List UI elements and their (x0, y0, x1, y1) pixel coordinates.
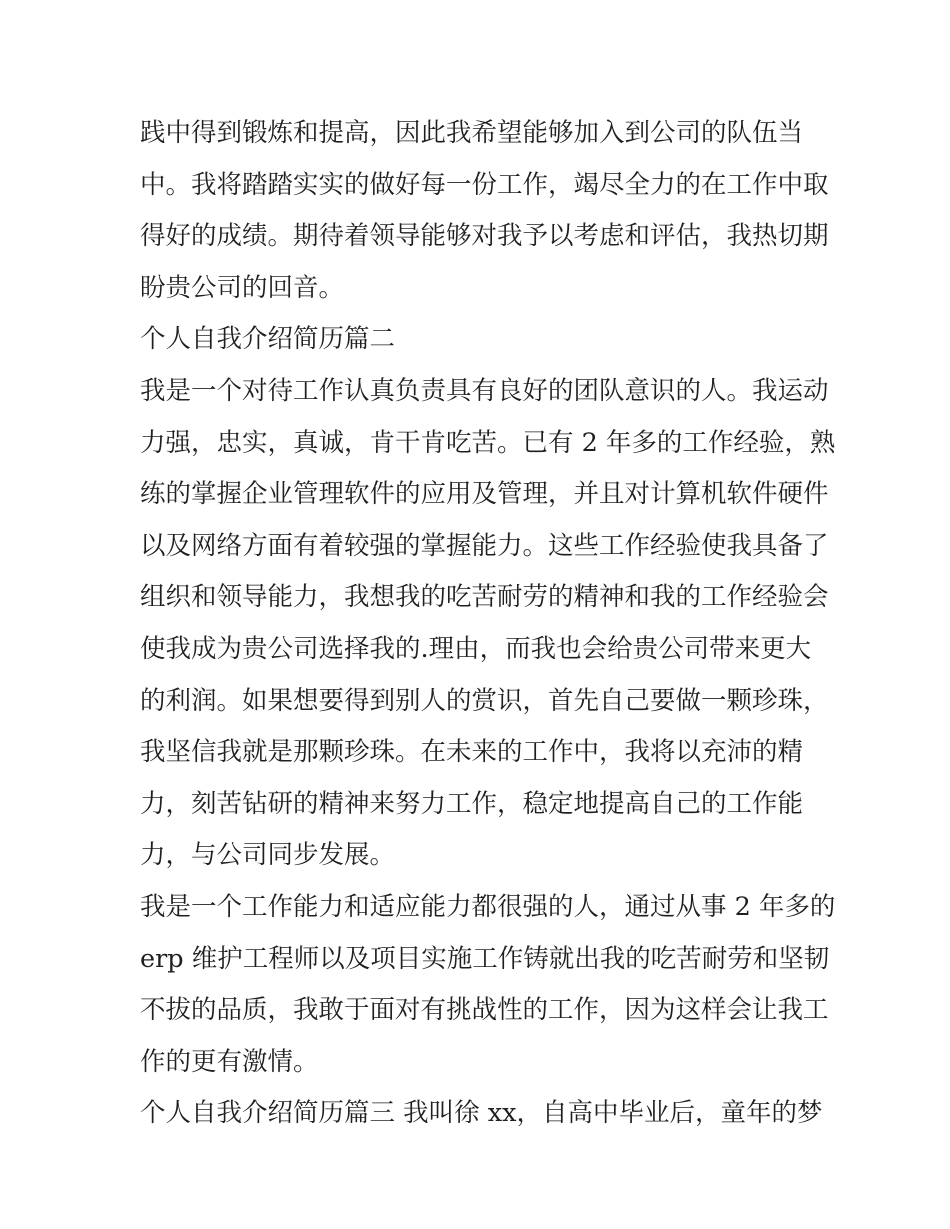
text-line: 我是一个对待工作认真负责具有良好的团队意识的人。我运动 (140, 375, 829, 406)
text-line: 得好的成绩。期待着领导能够对我予以考虑和评估，我热切期 (140, 221, 829, 252)
document-body (140, 108, 836, 1140)
text-line: 个人自我介绍简历篇三 我叫徐 xx，自高中毕业后，童年的梦 (140, 1098, 823, 1129)
text-line: 作的更有激情。 (140, 1046, 319, 1077)
text-line: 盼贵公司的回音。 (140, 272, 345, 303)
text-line: 我是一个工作能力和适应能力都很强的人，通过从事 2 年多的 (140, 891, 836, 922)
text-line: 使我成为贵公司选择我的.理由，而我也会给贵公司带来更大 (140, 633, 812, 664)
text-line: 力强，忠实，真诚，肯干肯吃苦。已有 2 年多的工作经验，熟 (140, 427, 836, 458)
section-heading: 个人自我介绍简历篇二 (140, 324, 396, 355)
text-line: 践中得到锻炼和提高，因此我希望能够加入到公司的队伍当 (140, 118, 804, 148)
text-line: erp 维护工程师以及项目实施工作铸就出我的吃苦耐劳和坚韧 (140, 943, 830, 974)
text-line: 力，与公司同步发展。 (140, 840, 396, 871)
text-line: 练的掌握企业管理软件的应用及管理，并且对计算机软件硬件 (140, 479, 829, 510)
text-line: 组织和领导能力，我想我的吃苦耐劳的精神和我的工作经验会 (140, 582, 829, 613)
text-line: 不拔的品质，我敢于面对有挑战性的工作，因为这样会让我工 (140, 995, 829, 1026)
text-line: 中。我将踏踏实实的做好每一份工作，竭尽全力的在工作中取 (140, 169, 829, 200)
text-line: 力，刻苦钻研的精神来努力工作，稳定地提高自己的工作能 (140, 788, 804, 819)
text-line: 我坚信我就是那颗珍珠。在未来的工作中，我将以充沛的精 (140, 737, 804, 768)
text-line: 的利润。如果想要得到别人的赏识，首先自己要做一颗珍珠， (140, 685, 829, 716)
text-line: 以及网络方面有着较强的掌握能力。这些工作经验使我具备了 (140, 530, 829, 561)
